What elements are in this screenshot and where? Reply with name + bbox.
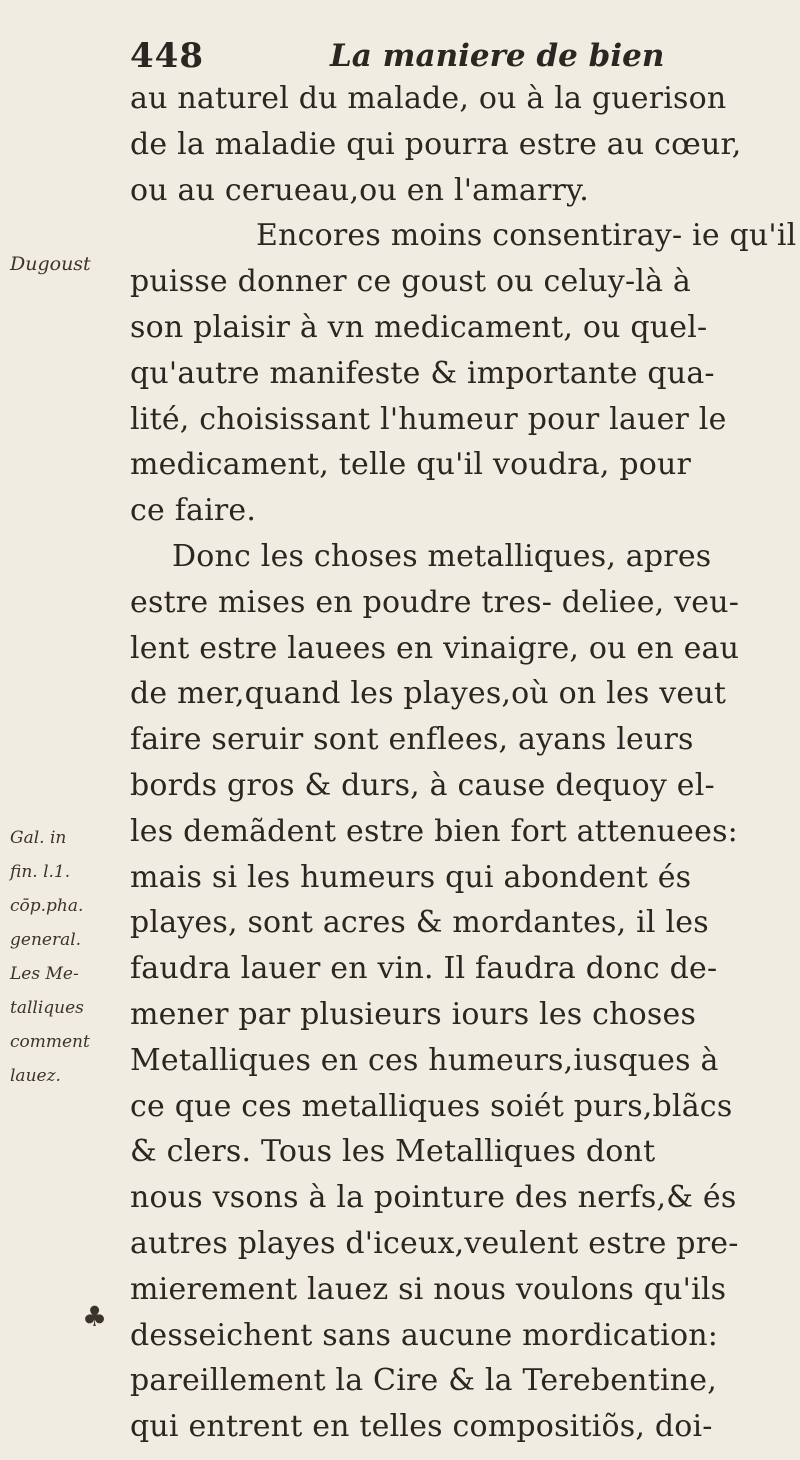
text-line: Encores moins consentiray- ie qu'il — [256, 218, 797, 254]
margin-note-line: fin. l.1. — [10, 862, 71, 882]
text-line: les demãdent estre bien fort attenuees: — [130, 813, 738, 849]
text-line: ce que ces metalliques soiét purs,blãcs — [130, 1088, 733, 1124]
text-line: lent estre lauees en vinaigre, ou en eau — [130, 630, 740, 666]
fleuron-icon: ♣ — [82, 1300, 108, 1333]
text-line: son plaisir à vn medicament, ou quel- — [130, 309, 708, 345]
text-line: faire seruir sont enflees, ayans leurs — [130, 722, 694, 758]
text-line: ou au cerueau,ou en l'amarry. — [130, 172, 589, 208]
text-line: lité, choisissant l'humeur pour lauer le — [130, 401, 727, 437]
margin-note-line: cōp.pha. — [10, 896, 84, 916]
text-line: estre mises en poudre tres- deliee, veu- — [130, 584, 740, 620]
text-line: bords gros & durs, à cause dequoy el- — [130, 767, 715, 803]
margin-note-dugoust: Dugoust — [10, 253, 91, 275]
margin-note-line: talliques — [10, 998, 84, 1018]
body-text — [130, 76, 800, 1450]
margin-note-line: general. — [10, 930, 82, 950]
text-line: mais si les humeurs qui abondent és — [130, 859, 692, 895]
text-line: Donc les choses metalliques, apres — [172, 538, 712, 574]
text-line: au naturel du malade, ou à la guerison — [130, 81, 727, 116]
text-line: qui entrent en telles compositiõs, doi- — [130, 1409, 713, 1445]
text-line: de mer,quand les playes,où on les veut — [130, 676, 727, 712]
text-line: autres playes d'iceux,veulent estre pre- — [130, 1225, 739, 1261]
text-line: qu'autre manifeste & importante qua- — [130, 355, 715, 391]
text-line: pareillement la Cire & la Terebentine, — [130, 1363, 717, 1399]
text-line: medicament, telle qu'il voudra, pour — [130, 447, 692, 483]
text-line: puisse donner ce goust ou celuy-là à — [130, 264, 691, 300]
margin-note-line: lauez. — [10, 1066, 61, 1086]
margin-note-line: Les Me- — [10, 964, 79, 984]
page-number: 448 — [130, 36, 204, 76]
margin-note-line: Gal. in — [10, 828, 67, 848]
text-line: playes, sont acres & mordantes, il les — [130, 905, 709, 941]
text-line: & clers. Tous les Metalliques dont — [130, 1134, 656, 1170]
running-title: La maniere de bien — [330, 38, 665, 74]
text-line: mierement lauez si nous voulons qu'ils — [130, 1271, 727, 1307]
text-line: nous vsons à la pointure des nerfs,& és — [130, 1180, 737, 1216]
margin-note-line: comment — [10, 1032, 90, 1052]
text-line: Metalliques en ces humeurs,iusques à — [130, 1042, 719, 1078]
text-line: ce faire. — [130, 493, 257, 529]
text-line: de la maladie qui pourra estre au cœur, — [130, 126, 742, 162]
text-line: mener par plusieurs iours les choses — [130, 996, 697, 1032]
text-line: desseichent sans aucune mordication: — [130, 1317, 719, 1353]
text-line: faudra lauer en vin. Il faudra donc de- — [130, 951, 718, 987]
